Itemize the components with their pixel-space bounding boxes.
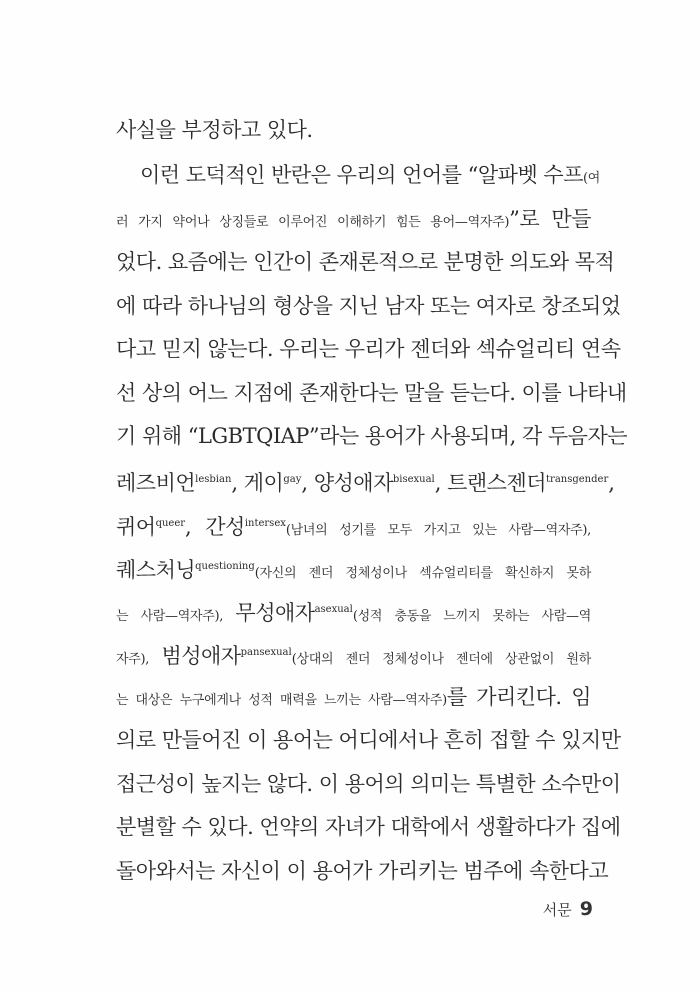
page-footer bbox=[543, 898, 593, 920]
text-span: 분별할 수 있다. 언약의 자녀가 대학에서 생활하다가 집에 bbox=[116, 815, 621, 839]
text-span: 선 상의 어느 지점에 존재한다는 말을 듣는다. 이를 나타내 bbox=[116, 381, 627, 405]
term: 퀘스처닝 bbox=[116, 558, 196, 582]
text-line-2 bbox=[140, 160, 601, 194]
text-line-13 bbox=[116, 638, 591, 675]
term-english: gay bbox=[283, 474, 302, 485]
term: 범성애자 bbox=[161, 644, 241, 668]
text-span: 접근성이 높지는 않다. 이 용어의 의미는 특별한 소수만이 bbox=[116, 772, 621, 796]
translator-note: 자주), bbox=[116, 652, 162, 667]
text-line-1 bbox=[116, 115, 591, 145]
text-line-18 bbox=[116, 856, 609, 886]
text-line-14 bbox=[116, 682, 591, 716]
text-line-3 bbox=[116, 204, 591, 238]
translator-note: 는 대상은 누구에게나 성적 매력을 느끼는 사람—역자주) bbox=[116, 693, 447, 708]
term-english: asexual bbox=[314, 604, 353, 615]
translator-note: 러 가지 약어나 상징들로 이루어진 이해하기 힘든 용어—역자주) bbox=[116, 215, 510, 230]
translator-note: (남녀의 성기를 모두 가지고 있는 사람—역자주), bbox=[285, 523, 591, 538]
term-english: intersex bbox=[244, 518, 286, 529]
term-english: lesbian bbox=[195, 474, 232, 485]
translator-note: 는 사람—역자주), bbox=[116, 609, 236, 624]
page-number: 9 bbox=[579, 898, 593, 920]
section-title: 서문 bbox=[542, 901, 572, 919]
translator-note: (성적 충동을 느끼지 못하는 사람—역 bbox=[352, 609, 591, 624]
text-span: 다고 믿지 않는다. 우리는 우리가 젠더와 섹슈얼리티 연속 bbox=[116, 337, 621, 361]
term: , 양성애자 bbox=[301, 471, 393, 495]
term: 퀴어 bbox=[116, 515, 156, 539]
text-line-5 bbox=[116, 291, 621, 321]
text-span: 이런 도덕적인 반란은 우리의 언어를 “알파벳 수프 bbox=[140, 163, 584, 187]
text-span: , bbox=[608, 471, 615, 495]
text-span: 사실을 부정하고 있다. bbox=[116, 118, 313, 142]
translator-note: (자신의 젠더 정체성이나 섹슈얼리티를 확신하지 못하 bbox=[254, 566, 591, 581]
text-line-8 bbox=[116, 421, 628, 451]
term-english: pansexual bbox=[240, 647, 292, 658]
text-span: 의로 만들어진 이 용어는 어디에서나 흔히 접할 수 있지만 bbox=[116, 728, 621, 752]
term: , 트랜스젠더 bbox=[434, 471, 547, 495]
text-span: ”로 만들 bbox=[509, 207, 591, 231]
text-line-9 bbox=[116, 465, 615, 498]
term: , 간성 bbox=[185, 515, 245, 539]
term: , 게이 bbox=[231, 471, 284, 495]
term: 레즈비언 bbox=[116, 471, 196, 495]
text-line-4 bbox=[116, 247, 615, 277]
term-english: questioning bbox=[195, 561, 255, 572]
text-span: 에 따라 하나님의 형상을 지닌 남자 또는 여자로 창조되었 bbox=[116, 294, 621, 318]
text-line-11 bbox=[116, 552, 591, 589]
text-line-10 bbox=[116, 509, 591, 546]
term: 무성애자 bbox=[235, 601, 315, 625]
text-span: 기 위해 “LGBTQIAP”라는 용어가 사용되며, 각 두음자는 bbox=[116, 424, 628, 448]
text-line-16 bbox=[116, 769, 621, 799]
term-english: bisexual bbox=[392, 474, 435, 485]
term-english: transgender bbox=[546, 474, 609, 485]
translator-note: (상대의 젠더 정체성이나 젠더에 상관없이 원하 bbox=[291, 652, 592, 667]
text-line-15 bbox=[116, 725, 621, 755]
text-line-12 bbox=[116, 595, 591, 632]
text-line-17 bbox=[116, 812, 621, 842]
text-span: 를 가리킨다. 임 bbox=[446, 685, 591, 709]
translator-note: (여 bbox=[583, 171, 601, 186]
text-span: 었다. 요즘에는 인간이 존재론적으로 분명한 의도와 목적 bbox=[116, 250, 615, 274]
text-line-7 bbox=[116, 378, 627, 408]
text-span: 돌아와서는 자신이 이 용어가 가리키는 범주에 속한다고 bbox=[116, 859, 609, 883]
term-english: queer bbox=[155, 518, 186, 529]
text-line-6 bbox=[116, 334, 621, 364]
